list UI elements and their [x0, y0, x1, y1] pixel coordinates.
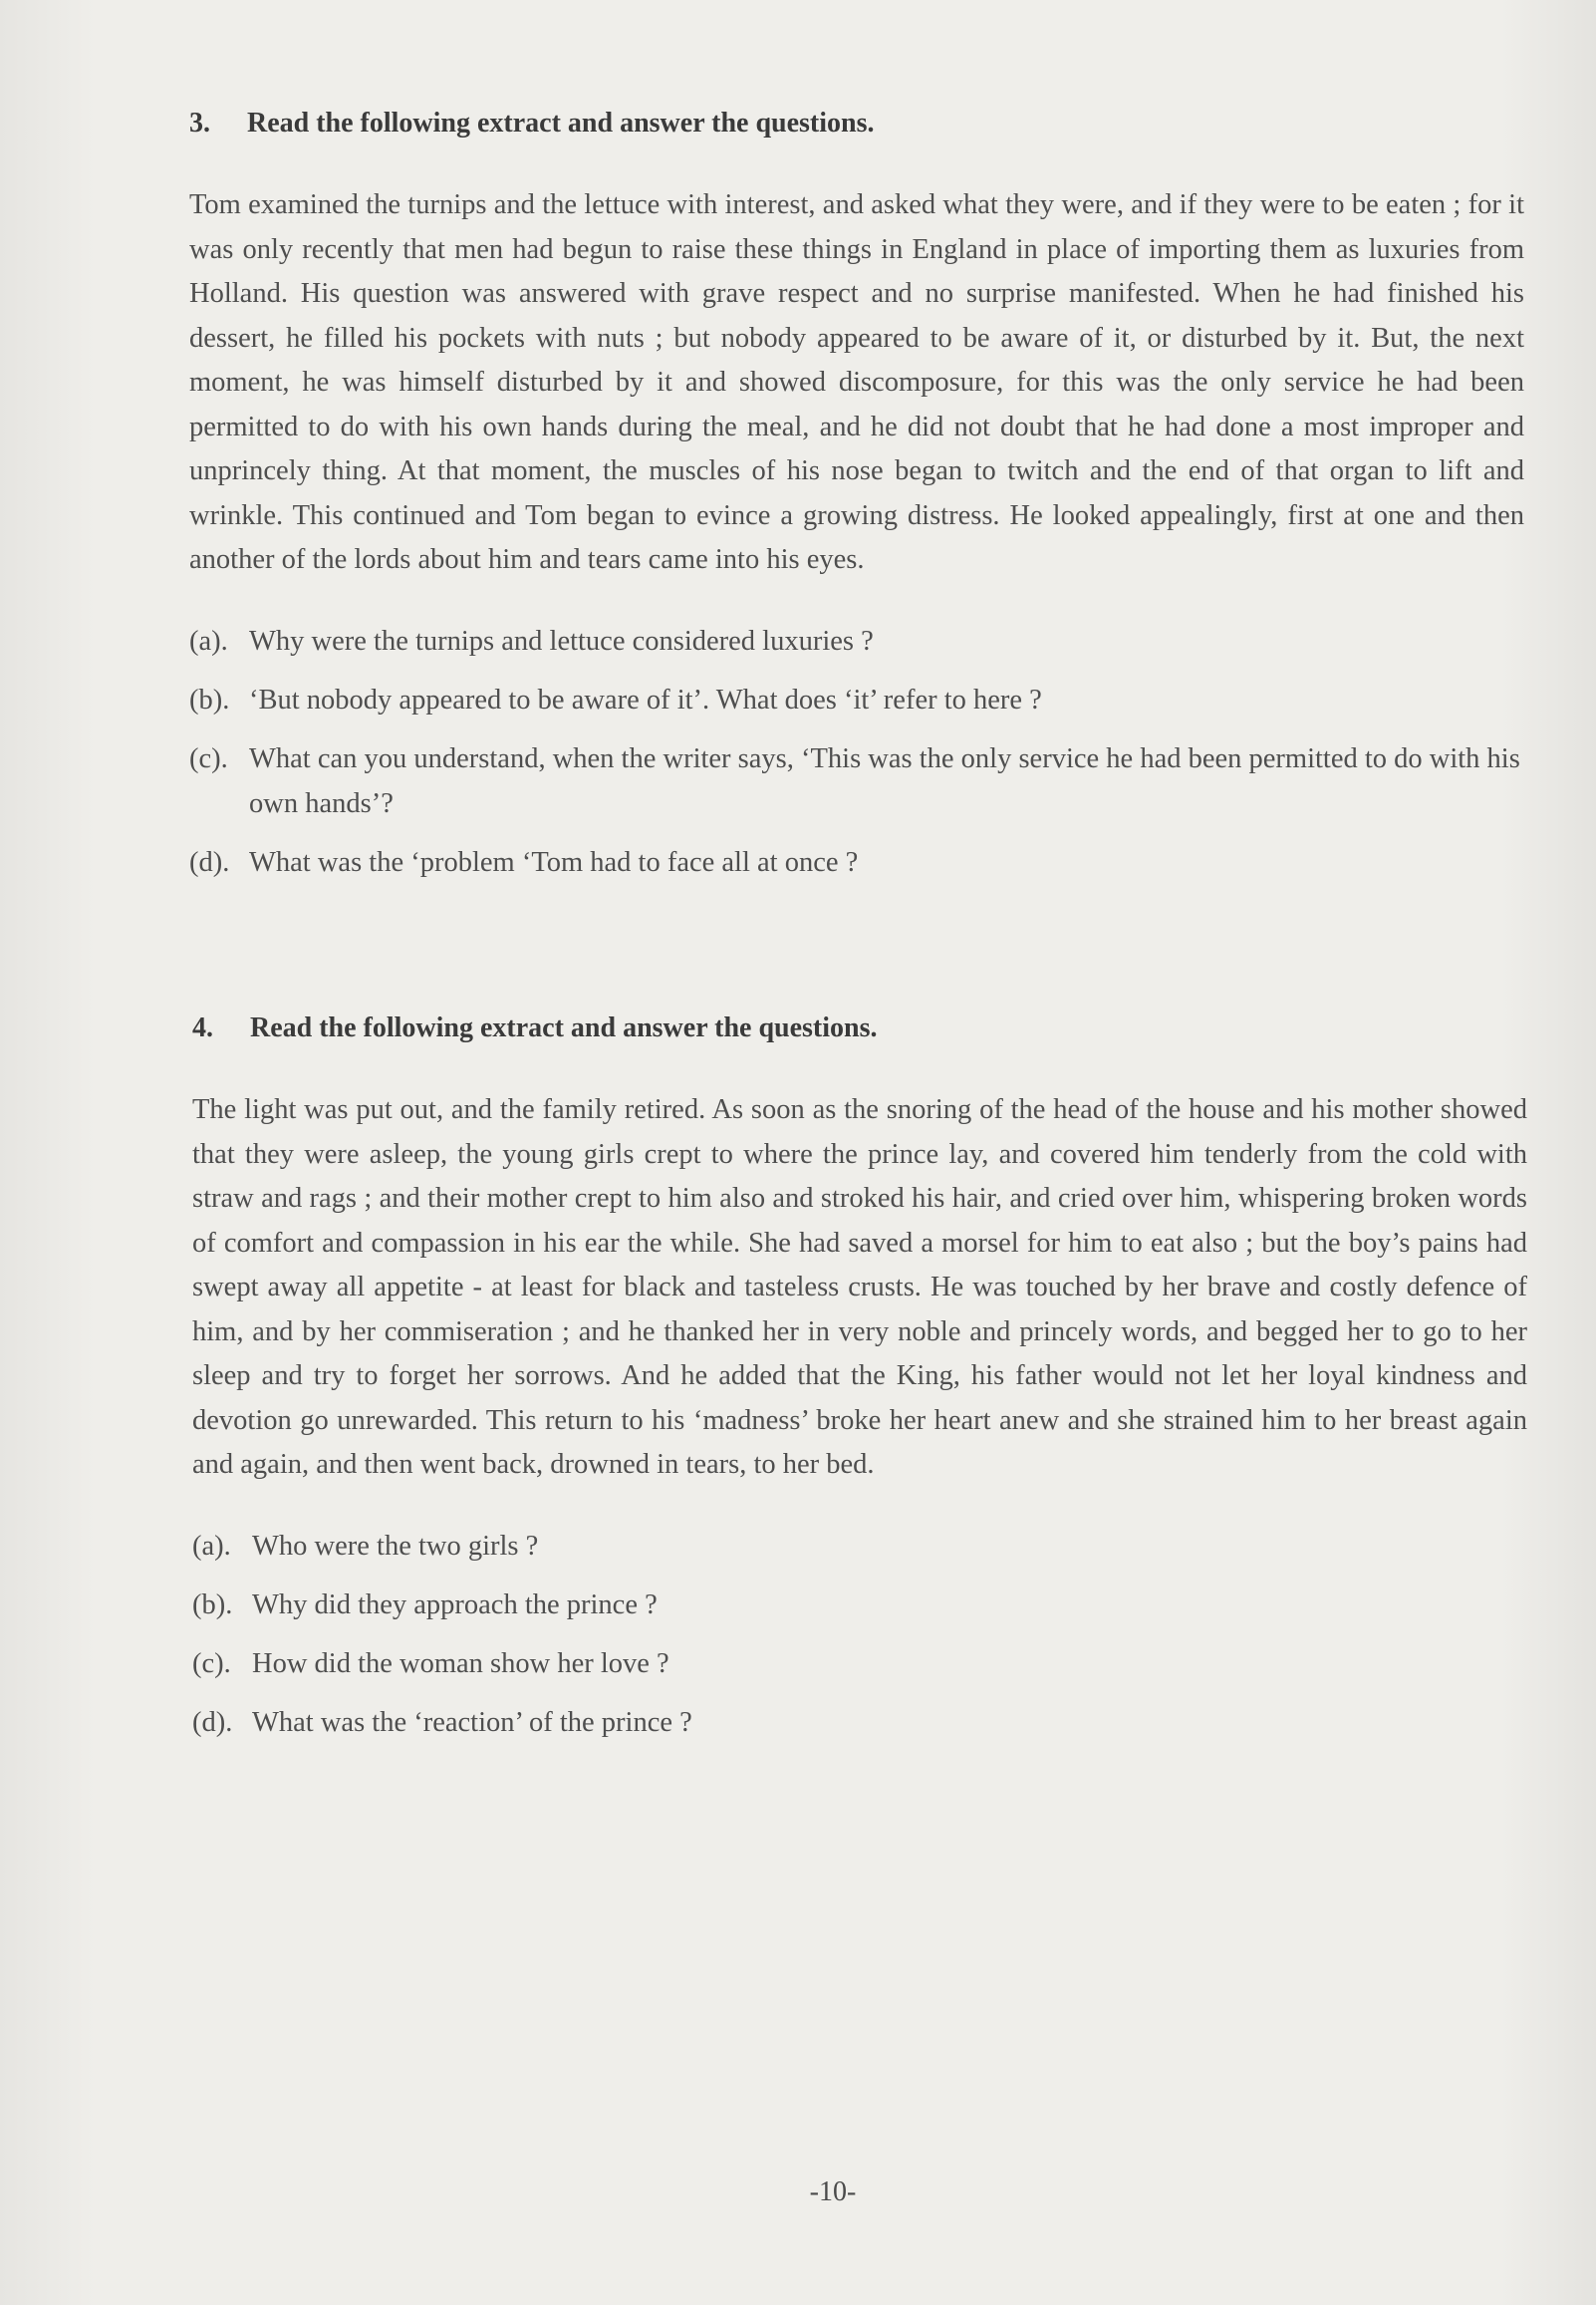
sub-question-text: How did the woman show her love ?	[252, 1647, 669, 1679]
sub-question-text: What can you understand, when the writer says, ‘This was the only service he had been permitted to do with his own hands’?	[249, 742, 1520, 819]
question-3-heading	[189, 108, 1524, 140]
sub-question-label: (a).	[192, 1530, 231, 1562]
sub-question-label: (b).	[189, 684, 230, 716]
question-instruction: Read the following extract and answer the questions.	[250, 1012, 878, 1043]
sub-question-list	[192, 1524, 1527, 1745]
sub-question-label: (c).	[192, 1647, 231, 1679]
extract-passage: The light was put out, and the family retired. As soon as the snoring of the head of the house and his mother showed that they were asleep, the young girls crept to where the prince lay, and covered him tenderly from the cold with straw and rags ; and their mother crept to him also and stroked his hair, and cried over him, whispering broken words of comfort and compassion in his ear the while. She had saved a morsel for him to eat also ; but the boy’s pains had swept away all appetite - at least for black and tasteless crusts. He was touched by her brave and costly defence of him, and by her commiseration ; and he thanked her in very noble and princely words, and begged her to go to her sleep and try to forget her sorrows. And he added that the King, his father would not let her loyal kindness and devotion go unrewarded. This return to his ‘madness’ broke her heart anew and she strained him to her breast again and again, and then went back, drowned in tears, to her bed.	[192, 1094, 1527, 1480]
sub-question-text: What was the ‘problem ‘Tom had to face all at once ?	[249, 846, 859, 878]
question-instruction: Read the following extract and answer the questions.	[247, 108, 875, 139]
sub-question-label: (a).	[189, 625, 228, 657]
sub-question	[192, 1641, 1527, 1686]
sub-question	[189, 678, 1524, 722]
sub-question-text: Why were the turnips and lettuce considered luxuries ?	[249, 625, 874, 657]
sub-question	[192, 1700, 1527, 1745]
sub-question	[189, 736, 1524, 826]
sub-question	[192, 1583, 1527, 1627]
sub-question	[189, 619, 1524, 664]
page-number: -10-	[809, 2176, 857, 2207]
sub-question	[189, 840, 1524, 885]
question-4-section	[192, 1012, 1527, 1759]
sub-question-label: (b).	[192, 1588, 233, 1620]
sub-question-label: (d).	[189, 846, 230, 878]
sub-question-list	[189, 619, 1524, 885]
sub-question-label: (c).	[189, 742, 228, 774]
sub-question-text: Who were the two girls ?	[252, 1530, 539, 1562]
extract-passage: Tom examined the turnips and the lettuce with interest, and asked what they were, and if they were to be eaten ; for it was only recently that men had begun to raise these things in England in place of importing them as luxuries from Holland. His question was answered with grave respect and no surprise manifested. When he had finished his dessert, he filled his pockets with nuts ; but nobody appeared to be aware of it, or disturbed by it. But, the next moment, he was himself disturbed by it and showed discomposure, for this was the only service he had been permitted to do with his own hands during the meal, and he did not doubt that he had done a most improper and unprincely thing. At that moment, the muscles of his nose began to twitch and the end of that organ to lift and wrinkle. This continued and Tom began to evince a growing distress. He looked appealingly, first at one and then another of the lords about him and tears came into his eyes.	[189, 189, 1524, 575]
question-4-heading	[192, 1012, 1527, 1044]
sub-question-label: (d).	[192, 1706, 233, 1738]
sub-question-text: Why did they approach the prince ?	[252, 1588, 658, 1620]
sub-question-text: What was the ‘reaction’ of the prince ?	[252, 1706, 692, 1738]
question-number: 4.	[192, 1012, 213, 1043]
question-3-section	[189, 108, 1524, 899]
question-number: 3.	[189, 108, 210, 139]
sub-question-text: ‘But nobody appeared to be aware of it’. What does ‘it’ refer to here ?	[249, 684, 1042, 716]
sub-question	[192, 1524, 1527, 1569]
